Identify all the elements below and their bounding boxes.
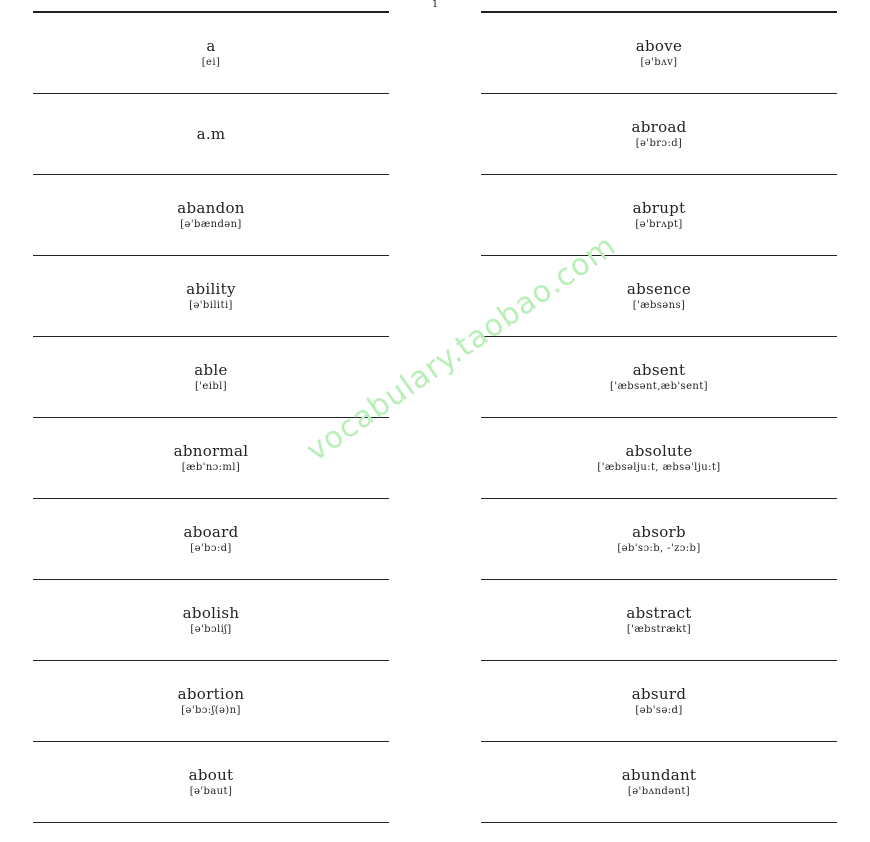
phonetic: [ə'bændən] [180, 219, 242, 230]
word-card [481, 418, 837, 499]
page-number: 1 [431, 0, 439, 10]
word-card [33, 499, 389, 580]
phonetic: [ə'bɔ:d] [190, 543, 232, 554]
left-column [33, 11, 389, 823]
word: a [206, 37, 216, 55]
phonetic: [ei] [201, 57, 221, 68]
word: abundant [621, 766, 697, 784]
word-card [481, 13, 837, 94]
word-card [33, 418, 389, 499]
right-column [481, 11, 837, 823]
phonetic: [ə'brɔ:d] [635, 138, 683, 149]
word-card [33, 580, 389, 661]
word: aboard [183, 523, 239, 541]
phonetic: ['eibl] [194, 381, 228, 392]
word: ability [186, 280, 236, 298]
word-card [33, 337, 389, 418]
phonetic: [ə'bɔ:ʃ(ə)n] [181, 705, 241, 716]
word-card [481, 661, 837, 742]
word: absorb [632, 523, 686, 541]
phonetic: [ə'baut] [189, 786, 233, 797]
word: abnormal [173, 442, 249, 460]
word: abstract [626, 604, 692, 622]
phonetic: [ə'bʌndənt] [627, 786, 691, 797]
word: absolute [625, 442, 693, 460]
word-card [33, 94, 389, 175]
phonetic: [əb'sə:d] [635, 705, 683, 716]
phonetic: ['æbstrækt] [626, 624, 692, 635]
word: abortion [177, 685, 245, 703]
phonetic: ['æbsəlju:t, æbsə'lju:t] [597, 462, 721, 473]
phonetic: [æb'nɔ:ml] [181, 462, 241, 473]
word-card [481, 742, 837, 823]
word-card [481, 256, 837, 337]
word-card [481, 337, 837, 418]
phonetic: [ə'brʌpt] [635, 219, 683, 230]
phonetic: ['æbsəns] [632, 300, 686, 311]
word: abroad [631, 118, 687, 136]
word-card [481, 94, 837, 175]
word-card [481, 175, 837, 256]
word-card [33, 742, 389, 823]
word: above [635, 37, 683, 55]
watermark: vocabulary.taobao.com [300, 228, 623, 469]
word: a.m [196, 125, 226, 143]
phonetic: [əb'sɔ:b, -'zɔ:b] [617, 543, 701, 554]
word-card [33, 661, 389, 742]
word: abolish [182, 604, 240, 622]
word-card [481, 499, 837, 580]
word: abandon [177, 199, 245, 217]
word-card [481, 580, 837, 661]
phonetic: [ə'bʌv] [640, 57, 678, 68]
word: absurd [631, 685, 687, 703]
word: absence [626, 280, 692, 298]
word: absent [632, 361, 686, 379]
word: able [194, 361, 228, 379]
word-card [33, 175, 389, 256]
word-card [33, 256, 389, 337]
phonetic: [ə'biliti] [189, 300, 233, 311]
word-card [33, 13, 389, 94]
word: about [188, 766, 234, 784]
word: abrupt [632, 199, 686, 217]
phonetic: [ə'bɔliʃ] [190, 624, 232, 635]
phonetic: ['æbsənt,æb'sent] [610, 381, 708, 392]
